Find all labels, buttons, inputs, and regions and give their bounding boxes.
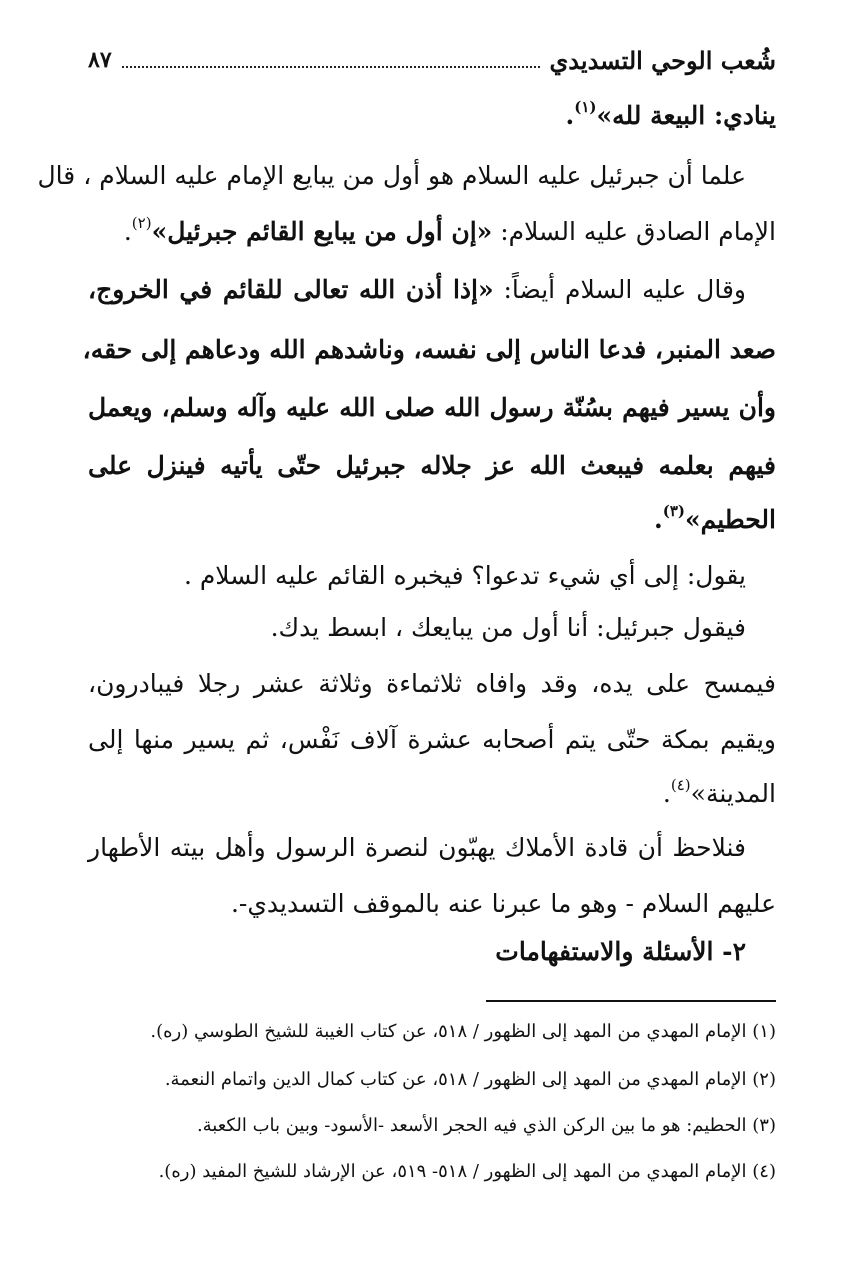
footnote-separator — [486, 1000, 776, 1002]
body-line-5: صعد المنبر، فدعا الناس إلى نفسه، وناشدهم الله ودعاهم إلى حقه، — [82, 335, 776, 364]
line-3-plain: الإمام الصادق عليه السلام: — [492, 217, 776, 246]
body-line-9: يقول: إلى أي شيء تدعوا؟ فيخبره القائم عليه السلام . — [183, 561, 746, 590]
footnote-ref-3: (٣) — [662, 502, 685, 520]
running-title: شُعب الوحي التسديدي — [549, 45, 776, 75]
body-line-6: وأن يسير فيهم بسُنّة رسول الله صلى الله عليه وآله وسلم، ويعمل — [88, 393, 776, 422]
body-line-7: فيهم بعلمه فيبعث الله عز جلاله جبرئيل حتّى يأتيه فينزل على — [88, 451, 776, 480]
line-3-quote: «إن أول من يبايع القائم جبرئيل» — [151, 217, 493, 246]
body-line-3: الإمام الصادق عليه السلام: «إن أول من يبايع القائم جبرئيل»$^{(٢)}$. — [123, 214, 776, 246]
body-line-2: علما أن جبرئيل عليه السلام هو أول من يبايع الإمام عليه السلام ، قال — [37, 161, 746, 190]
body-line-1: ينادي: البيعة لله»$^{(١)}$. — [565, 98, 776, 130]
footnote-ref-1: (١) — [574, 98, 597, 116]
line-8-text: الحطيم» — [684, 505, 776, 534]
body-line-13: المدينة»$^{(٤)}$. — [662, 776, 776, 808]
footnote-ref-4: (٤) — [670, 776, 691, 794]
footnote-ref-2: (٢) — [131, 214, 152, 232]
body-line-4 — [88, 270, 746, 310]
line-13-text: المدينة» — [690, 779, 776, 808]
footnote-4: (٤) الإمام المهدي من المهد إلى الظهور / ٥١٨- ٥١٩، عن الإرشاد للشيخ المفيد (ره). — [158, 1161, 776, 1182]
running-header — [88, 40, 776, 80]
section-heading: ٢- الأسئلة والاستفهامات — [495, 937, 746, 966]
footnote-1: (١) الإمام المهدي من المهد إلى الظهور / ٥١٨، عن كتاب الغيبة للشيخ الطوسي (ره). — [150, 1021, 776, 1042]
line-4-plain: وقال عليه السلام أيضاً: — [493, 275, 746, 304]
body-line-11: فيمسح على يده، وقد وافاه ثلاثماءة وثلاثة عشر رجلا فيبادرون، — [88, 669, 776, 698]
body-line-14: فنلاحظ أن قادة الأملاك يهبّون لنصرة الرسول وأهل بيته الأطهار — [88, 833, 746, 862]
line-4-quote: «إذا أذن الله تعالى للقائم في الخروج، — [88, 275, 494, 304]
leader-dots — [122, 52, 540, 68]
page-number: ٨٧ — [88, 47, 112, 73]
body-line-8: الحطيم»$^{(٣)}$. — [653, 502, 776, 534]
footnote-3: (٣) الحطيم: هو ما بين الركن الذي فيه الحجر الأسعد -الأسود- وبين باب الكعبة. — [196, 1115, 776, 1136]
body-line-15: عليهم السلام - وهو ما عبرنا عنه بالموقف التسديدي-. — [230, 889, 776, 918]
footnote-2: (٢) الإمام المهدي من المهد إلى الظهور / ٥١٨، عن كتاب كمال الدين واتمام النعمة. — [164, 1069, 776, 1090]
line-1-text: ينادي: البيعة لله» — [596, 101, 776, 130]
body-line-12: ويقيم بمكة حتّى يتم أصحابه عشرة آلاف نَفْس، ثم يسير منها إلى — [88, 725, 776, 754]
body-line-10: فيقول جبرئيل: أنا أول من يبايعك ، ابسط يدك. — [270, 613, 746, 642]
